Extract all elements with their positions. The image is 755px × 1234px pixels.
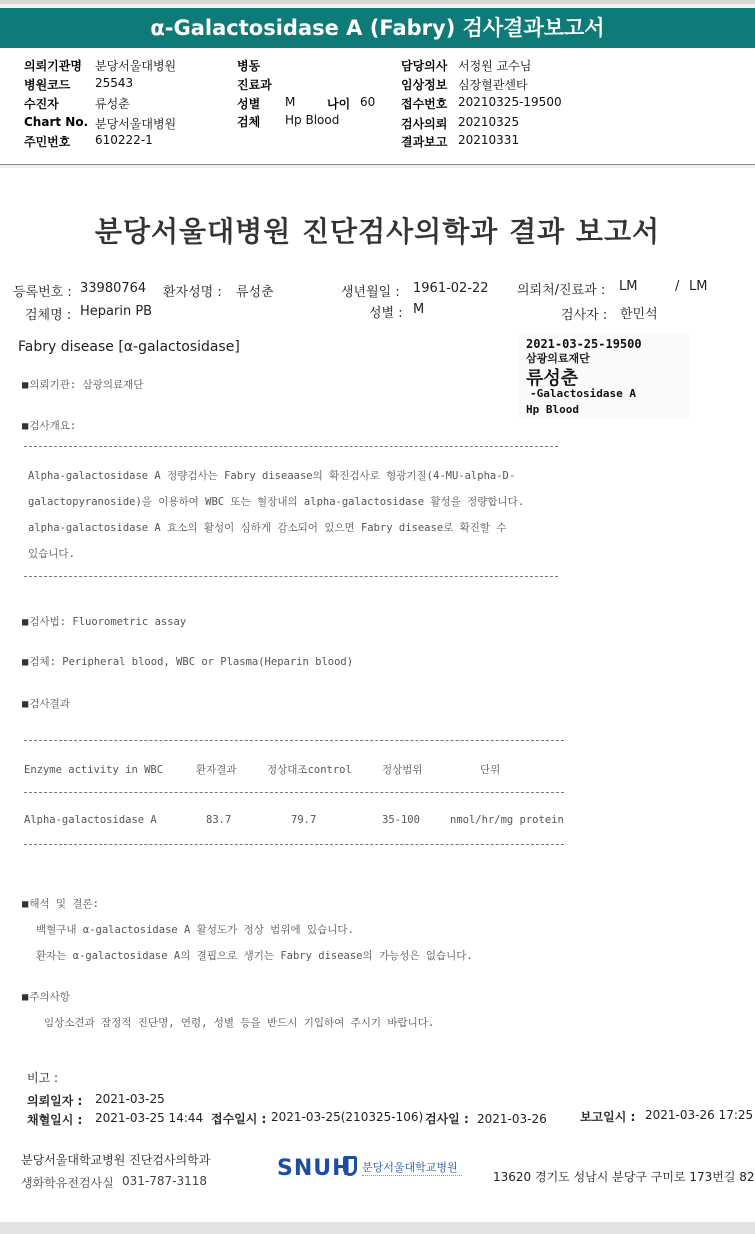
divider — [24, 844, 564, 845]
lab-phone: 031-787-3118 — [122, 1174, 208, 1188]
patient-label: 환자성명 : — [163, 285, 222, 300]
divider — [24, 446, 558, 447]
summary-label: 주민번호 — [24, 135, 71, 149]
stamp-line-4: -Galactosidase A — [530, 387, 636, 400]
summary-label: 검사의뢰 — [401, 117, 448, 131]
table-header: Enzyme activity in WBC — [24, 764, 164, 776]
report-date-value: 2021-03-26 17:25 — [645, 1108, 754, 1122]
summary-label: 진료과 — [237, 78, 272, 92]
exam-label: 검사일 : — [425, 1112, 469, 1126]
divider — [24, 576, 558, 577]
report-title: 분당서울대병원 진단검사의학과 결과 보고서 — [94, 215, 661, 248]
overview-line: Alpha-galactosidase A 정량검사는 Fabry diseaase의 확진검사로 형광기질(4-MU-alpha-D- — [28, 470, 516, 482]
summary-value: 25543 — [95, 76, 134, 90]
stamp-line-5: Hp Blood — [526, 403, 579, 416]
stamp-line-3: 류성춘 — [526, 368, 579, 389]
table-header: 정상대조control — [267, 764, 352, 776]
request-date-label: 의뢰일자 : — [27, 1094, 83, 1108]
summary-label: 담당의사 — [401, 59, 448, 73]
summary-value: 60 — [360, 95, 376, 109]
test-name: Fabry disease [α-galactosidase] — [18, 339, 240, 355]
overview-heading: ■ 검사개요: — [22, 418, 76, 433]
summary-label: 수진자 — [24, 97, 59, 111]
reg-value: 33980764 — [80, 281, 147, 296]
institution-line: ■ 의뢰기관: 삼광의료재단 — [22, 377, 143, 392]
result-heading: ■ 검사결과 — [22, 696, 70, 711]
hospital-address: 13620 경기도 성남시 분당구 구미로 173번길 82 — [493, 1170, 755, 1184]
dept-label: 의뢰처/진료과 : — [517, 283, 606, 298]
report-sheet — [0, 168, 755, 1222]
summary-value: Hp Blood — [285, 113, 340, 127]
interpretation-line: 백혈구내 α-galactosidase A 활성도가 정상 범위에 있습니다. — [36, 924, 354, 936]
sex-value: M — [413, 302, 425, 317]
dob-value: 1961-02-22 — [413, 281, 489, 296]
table-cell: nmol/hr/mg protein — [450, 814, 564, 826]
receipt-value: 2021-03-25(210325-106) — [271, 1110, 424, 1124]
specimen-label: 검체명 : — [25, 308, 72, 323]
overview-line: alpha-galactosidase A 효소의 활성이 심하게 감소되어 있으면 Fabry disease로 확진할 수 — [28, 522, 507, 534]
note-line: 임상소견과 잠정적 진단명, 연령, 성별 등을 반드시 기입하여 주시기 바랍니다. — [44, 1017, 435, 1029]
collect-label: 채혈일시 : — [27, 1113, 83, 1127]
table-cell: Alpha-galactosidase A — [24, 814, 157, 826]
table-cell: 83.7 — [206, 814, 232, 826]
specimen-value: Heparin PB — [80, 304, 153, 319]
logo-text: SNUH — [277, 1156, 352, 1181]
table-cell: 35-100 — [382, 814, 420, 826]
top-strip — [0, 0, 755, 4]
patient-value: 류성춘 — [236, 285, 274, 300]
overview-line: 있습니다. — [28, 548, 75, 560]
logo-rule — [362, 1175, 462, 1176]
remark-label: 비고 : — [27, 1071, 59, 1085]
summary-value: 20210325 — [458, 115, 520, 129]
dept-value-2: LM — [689, 279, 708, 294]
summary-label: 의뢰기관명 — [24, 59, 82, 73]
department-name: 분당서울대학교병원 진단검사의학과 — [21, 1153, 211, 1167]
summary-label: 결과보고 — [401, 135, 448, 149]
table-header: 환자결과 — [196, 764, 237, 776]
receipt-label: 접수일시 : — [211, 1112, 267, 1126]
summary-value: 분당서울대병원 — [95, 59, 177, 73]
request-date-value: 2021-03-25 — [95, 1092, 165, 1106]
dept-value-1: LM — [619, 279, 638, 294]
stamp-line-2: 삼광의료재단 — [526, 352, 590, 365]
collect-value: 2021-03-25 14:44 — [95, 1111, 204, 1125]
specimen-line: ■ 검체: Peripheral blood, WBC or Plasma(Heparin blood) — [22, 654, 353, 669]
summary-label: 임상정보 — [401, 78, 448, 92]
summary-label: 성별 — [237, 97, 261, 111]
summary-value: 20210331 — [458, 133, 520, 147]
lab-name: 생화학유전검사실 — [21, 1176, 114, 1190]
summary-value: 분당서울대병원 — [95, 117, 177, 131]
summary-value: 류성춘 — [95, 97, 130, 111]
stamp-line-1: 2021-03-25-19500 — [526, 337, 642, 351]
summary-value: 20210325-19500 — [458, 95, 562, 109]
summary-value: 서정원 교수님 — [458, 59, 532, 73]
report-header-title: α-Galactosidase A (Fabry) 검사결과보고서 — [150, 16, 605, 40]
table-header: 단위 — [480, 764, 501, 776]
summary-label: 검체 — [237, 115, 261, 129]
overview-line: galactopyranoside)을 이용하여 WBC 또는 혈장내의 alpha-galactosidase 활성을 정량합니다. — [28, 496, 525, 508]
method-line: ■ 검사법: Fluorometric assay — [22, 614, 186, 629]
tester-label: 검사자 : — [561, 308, 608, 323]
logo-name: 분당서울대학교병원 — [362, 1161, 458, 1174]
exam-value: 2021-03-26 — [477, 1112, 547, 1126]
summary-value: M — [285, 95, 296, 109]
interpretation-heading: ■ 해석 및 결론: — [22, 896, 99, 911]
summary-label: Chart No. — [24, 115, 89, 129]
divider — [24, 740, 564, 741]
summary-label: 병동 — [237, 59, 261, 73]
table-header: 정상범위 — [382, 764, 423, 776]
summary-label: 접수번호 — [401, 97, 448, 111]
summary-value: 610222-1 — [95, 133, 153, 147]
divider — [24, 792, 564, 793]
dept-separator: / — [675, 279, 680, 294]
tester-value: 한민석 — [620, 307, 658, 322]
note-heading: ■ 주의사항 — [22, 989, 70, 1004]
table-cell: 79.7 — [291, 814, 317, 826]
interpretation-line: 환자는 α-galactosidase A의 결핍으로 생기는 Fabry disease의 가능성은 없습니다. — [36, 950, 473, 962]
bottom-strip — [0, 1222, 755, 1234]
summary-value: 심장혈관센타 — [458, 78, 528, 92]
summary-label: 병원코드 — [24, 78, 71, 92]
sex-label: 성별 : — [369, 306, 403, 321]
logo-shield-icon — [343, 1156, 357, 1176]
summary-label: 나이 — [327, 97, 351, 111]
dob-label: 생년월일 : — [341, 285, 400, 300]
report-date-label: 보고일시 : — [580, 1110, 636, 1124]
reg-label: 등록번호 : — [13, 285, 72, 300]
